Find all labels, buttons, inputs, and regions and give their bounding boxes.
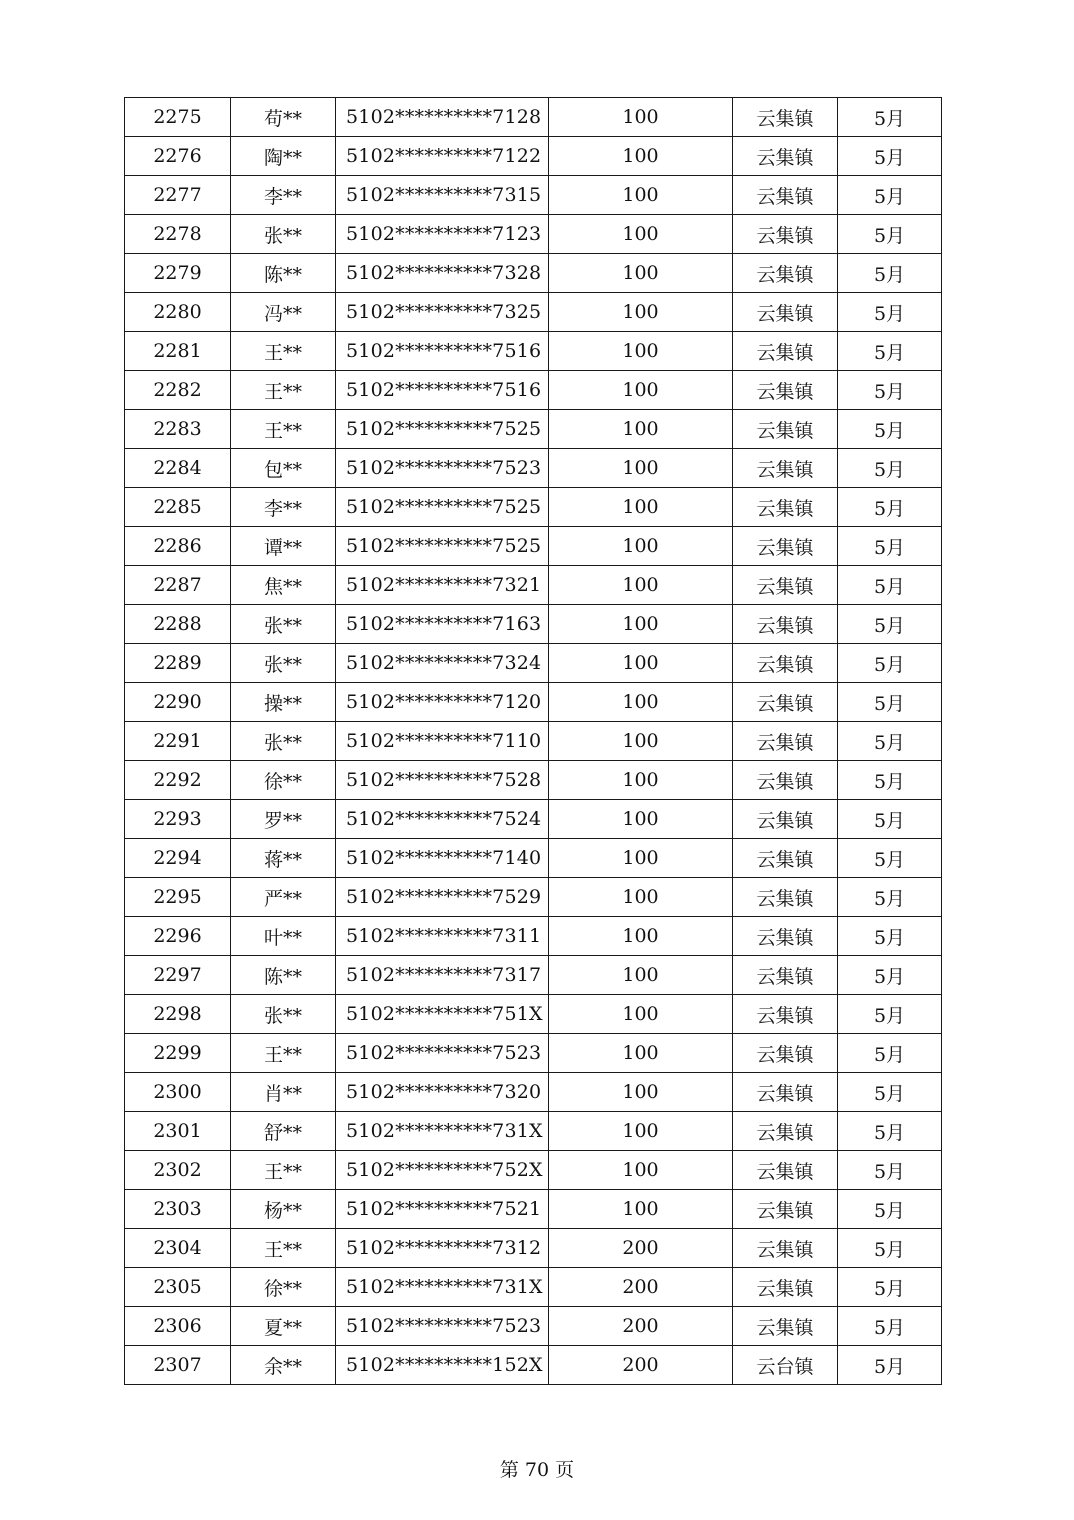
month-cell: 5月 [838, 566, 942, 605]
id-number-cell: 5102**********7525 [336, 527, 549, 566]
town-cell: 云集镇 [733, 917, 838, 956]
amount-cell: 100 [549, 956, 733, 995]
month-cell: 5月 [838, 761, 942, 800]
table-row [125, 371, 942, 410]
table-row [125, 683, 942, 722]
amount-cell: 100 [549, 254, 733, 293]
town-cell: 云集镇 [733, 371, 838, 410]
town-cell: 云集镇 [733, 410, 838, 449]
serial-number-cell: 2304 [125, 1229, 231, 1268]
table-row [125, 644, 942, 683]
name-cell: 苟** [231, 98, 336, 137]
name-cell: 王** [231, 410, 336, 449]
serial-number-cell: 2284 [125, 449, 231, 488]
amount-cell: 100 [549, 371, 733, 410]
month-cell: 5月 [838, 800, 942, 839]
amount-cell: 100 [549, 605, 733, 644]
month-cell: 5月 [838, 1034, 942, 1073]
town-cell: 云集镇 [733, 1190, 838, 1229]
id-number-cell: 5102**********7320 [336, 1073, 549, 1112]
amount-cell: 100 [549, 800, 733, 839]
amount-cell: 100 [549, 410, 733, 449]
month-cell: 5月 [838, 176, 942, 215]
town-cell: 云集镇 [733, 761, 838, 800]
serial-number-cell: 2286 [125, 527, 231, 566]
month-cell: 5月 [838, 722, 942, 761]
id-number-cell: 5102**********7516 [336, 332, 549, 371]
town-cell: 云集镇 [733, 176, 838, 215]
id-number-cell: 5102**********731X [336, 1112, 549, 1151]
month-cell: 5月 [838, 995, 942, 1034]
serial-number-cell: 2278 [125, 215, 231, 254]
name-cell: 李** [231, 176, 336, 215]
town-cell: 云集镇 [733, 1034, 838, 1073]
month-cell: 5月 [838, 644, 942, 683]
table-row [125, 1151, 942, 1190]
serial-number-cell: 2293 [125, 800, 231, 839]
town-cell: 云集镇 [733, 527, 838, 566]
month-cell: 5月 [838, 488, 942, 527]
month-cell: 5月 [838, 839, 942, 878]
month-cell: 5月 [838, 1073, 942, 1112]
serial-number-cell: 2280 [125, 293, 231, 332]
month-cell: 5月 [838, 878, 942, 917]
month-cell: 5月 [838, 98, 942, 137]
town-cell: 云集镇 [733, 293, 838, 332]
month-cell: 5月 [838, 1346, 942, 1385]
serial-number-cell: 2283 [125, 410, 231, 449]
name-cell: 张** [231, 605, 336, 644]
town-cell: 云集镇 [733, 1073, 838, 1112]
id-number-cell: 5102**********731X [336, 1268, 549, 1307]
amount-cell: 200 [549, 1346, 733, 1385]
town-cell: 云集镇 [733, 605, 838, 644]
month-cell: 5月 [838, 1151, 942, 1190]
subsidy-table [124, 97, 942, 1385]
amount-cell: 100 [549, 527, 733, 566]
serial-number-cell: 2291 [125, 722, 231, 761]
serial-number-cell: 2287 [125, 566, 231, 605]
month-cell: 5月 [838, 215, 942, 254]
id-number-cell: 5102**********7524 [336, 800, 549, 839]
name-cell: 陶** [231, 137, 336, 176]
town-cell: 云集镇 [733, 1307, 838, 1346]
town-cell: 云台镇 [733, 1346, 838, 1385]
table-row [125, 722, 942, 761]
amount-cell: 100 [549, 878, 733, 917]
name-cell: 李** [231, 488, 336, 527]
amount-cell: 100 [549, 449, 733, 488]
month-cell: 5月 [838, 137, 942, 176]
amount-cell: 100 [549, 1034, 733, 1073]
name-cell: 杨** [231, 1190, 336, 1229]
serial-number-cell: 2298 [125, 995, 231, 1034]
name-cell: 夏** [231, 1307, 336, 1346]
table-row [125, 527, 942, 566]
town-cell: 云集镇 [733, 683, 838, 722]
name-cell: 叶** [231, 917, 336, 956]
table-row [125, 215, 942, 254]
month-cell: 5月 [838, 605, 942, 644]
serial-number-cell: 2294 [125, 839, 231, 878]
month-cell: 5月 [838, 293, 942, 332]
town-cell: 云集镇 [733, 1229, 838, 1268]
serial-number-cell: 2288 [125, 605, 231, 644]
table-row [125, 254, 942, 293]
table-row [125, 332, 942, 371]
town-cell: 云集镇 [733, 215, 838, 254]
name-cell: 王** [231, 332, 336, 371]
table-row [125, 1229, 942, 1268]
serial-number-cell: 2296 [125, 917, 231, 956]
name-cell: 徐** [231, 761, 336, 800]
name-cell: 陈** [231, 254, 336, 293]
table-row [125, 566, 942, 605]
name-cell: 王** [231, 371, 336, 410]
serial-number-cell: 2276 [125, 137, 231, 176]
serial-number-cell: 2305 [125, 1268, 231, 1307]
name-cell: 张** [231, 215, 336, 254]
month-cell: 5月 [838, 1307, 942, 1346]
amount-cell: 100 [549, 917, 733, 956]
table-row [125, 839, 942, 878]
amount-cell: 100 [549, 839, 733, 878]
serial-number-cell: 2290 [125, 683, 231, 722]
amount-cell: 100 [549, 98, 733, 137]
id-number-cell: 5102**********7516 [336, 371, 549, 410]
amount-cell: 100 [549, 332, 733, 371]
table-row [125, 800, 942, 839]
serial-number-cell: 2303 [125, 1190, 231, 1229]
town-cell: 云集镇 [733, 839, 838, 878]
name-cell: 余** [231, 1346, 336, 1385]
serial-number-cell: 2275 [125, 98, 231, 137]
table-body [125, 98, 942, 1385]
amount-cell: 100 [549, 761, 733, 800]
amount-cell: 200 [549, 1229, 733, 1268]
amount-cell: 100 [549, 176, 733, 215]
table-row [125, 1346, 942, 1385]
amount-cell: 100 [549, 995, 733, 1034]
id-number-cell: 5102**********7328 [336, 254, 549, 293]
month-cell: 5月 [838, 410, 942, 449]
table-row [125, 410, 942, 449]
town-cell: 云集镇 [733, 332, 838, 371]
table-row [125, 1190, 942, 1229]
amount-cell: 100 [549, 1112, 733, 1151]
table-row [125, 1268, 942, 1307]
town-cell: 云集镇 [733, 956, 838, 995]
id-number-cell: 5102**********7321 [336, 566, 549, 605]
month-cell: 5月 [838, 1268, 942, 1307]
name-cell: 蒋** [231, 839, 336, 878]
id-number-cell: 5102**********7312 [336, 1229, 549, 1268]
amount-cell: 100 [549, 1073, 733, 1112]
serial-number-cell: 2279 [125, 254, 231, 293]
serial-number-cell: 2297 [125, 956, 231, 995]
id-number-cell: 5102**********7315 [336, 176, 549, 215]
town-cell: 云集镇 [733, 488, 838, 527]
name-cell: 肖** [231, 1073, 336, 1112]
id-number-cell: 5102**********7525 [336, 410, 549, 449]
id-number-cell: 5102**********7140 [336, 839, 549, 878]
id-number-cell: 5102**********7123 [336, 215, 549, 254]
month-cell: 5月 [838, 683, 942, 722]
name-cell: 冯** [231, 293, 336, 332]
month-cell: 5月 [838, 1112, 942, 1151]
id-number-cell: 5102**********7317 [336, 956, 549, 995]
table-row [125, 449, 942, 488]
serial-number-cell: 2306 [125, 1307, 231, 1346]
page-number: 第 70 页 [499, 1459, 575, 1481]
amount-cell: 100 [549, 683, 733, 722]
month-cell: 5月 [838, 956, 942, 995]
name-cell: 陈** [231, 956, 336, 995]
table-row [125, 98, 942, 137]
table-row [125, 137, 942, 176]
id-number-cell: 5102**********7128 [336, 98, 549, 137]
table-row [125, 1034, 942, 1073]
town-cell: 云集镇 [733, 722, 838, 761]
serial-number-cell: 2285 [125, 488, 231, 527]
name-cell: 张** [231, 722, 336, 761]
town-cell: 云集镇 [733, 98, 838, 137]
id-number-cell: 5102**********7523 [336, 449, 549, 488]
month-cell: 5月 [838, 254, 942, 293]
amount-cell: 100 [549, 137, 733, 176]
table-row [125, 956, 942, 995]
town-cell: 云集镇 [733, 1151, 838, 1190]
name-cell: 包** [231, 449, 336, 488]
town-cell: 云集镇 [733, 137, 838, 176]
serial-number-cell: 2289 [125, 644, 231, 683]
table-row [125, 761, 942, 800]
table-row [125, 293, 942, 332]
name-cell: 严** [231, 878, 336, 917]
amount-cell: 200 [549, 1307, 733, 1346]
table-row [125, 1073, 942, 1112]
town-cell: 云集镇 [733, 254, 838, 293]
town-cell: 云集镇 [733, 878, 838, 917]
id-number-cell: 5102**********7525 [336, 488, 549, 527]
table-row [125, 488, 942, 527]
name-cell: 罗** [231, 800, 336, 839]
serial-number-cell: 2281 [125, 332, 231, 371]
town-cell: 云集镇 [733, 1268, 838, 1307]
name-cell: 徐** [231, 1268, 336, 1307]
serial-number-cell: 2307 [125, 1346, 231, 1385]
amount-cell: 100 [549, 722, 733, 761]
month-cell: 5月 [838, 449, 942, 488]
town-cell: 云集镇 [733, 566, 838, 605]
month-cell: 5月 [838, 1190, 942, 1229]
id-number-cell: 5102**********7523 [336, 1307, 549, 1346]
id-number-cell: 5102**********751X [336, 995, 549, 1034]
id-number-cell: 5102**********7324 [336, 644, 549, 683]
amount-cell: 100 [549, 215, 733, 254]
name-cell: 王** [231, 1151, 336, 1190]
id-number-cell: 5102**********7325 [336, 293, 549, 332]
id-number-cell: 5102**********7311 [336, 917, 549, 956]
name-cell: 舒** [231, 1112, 336, 1151]
serial-number-cell: 2301 [125, 1112, 231, 1151]
amount-cell: 100 [549, 644, 733, 683]
amount-cell: 100 [549, 566, 733, 605]
month-cell: 5月 [838, 917, 942, 956]
id-number-cell: 5102**********752X [336, 1151, 549, 1190]
id-number-cell: 5102**********7529 [336, 878, 549, 917]
id-number-cell: 5102**********7110 [336, 722, 549, 761]
serial-number-cell: 2277 [125, 176, 231, 215]
id-number-cell: 5102**********7528 [336, 761, 549, 800]
table-row [125, 605, 942, 644]
id-number-cell: 5102**********7163 [336, 605, 549, 644]
id-number-cell: 5102**********152X [336, 1346, 549, 1385]
serial-number-cell: 2295 [125, 878, 231, 917]
town-cell: 云集镇 [733, 644, 838, 683]
id-number-cell: 5102**********7521 [336, 1190, 549, 1229]
town-cell: 云集镇 [733, 995, 838, 1034]
table-row [125, 917, 942, 956]
name-cell: 焦** [231, 566, 336, 605]
month-cell: 5月 [838, 527, 942, 566]
town-cell: 云集镇 [733, 800, 838, 839]
month-cell: 5月 [838, 1229, 942, 1268]
serial-number-cell: 2302 [125, 1151, 231, 1190]
amount-cell: 100 [549, 1151, 733, 1190]
id-number-cell: 5102**********7523 [336, 1034, 549, 1073]
serial-number-cell: 2300 [125, 1073, 231, 1112]
name-cell: 谭** [231, 527, 336, 566]
amount-cell: 200 [549, 1268, 733, 1307]
table-row [125, 176, 942, 215]
table-row [125, 995, 942, 1034]
amount-cell: 100 [549, 488, 733, 527]
table-row [125, 1112, 942, 1151]
name-cell: 张** [231, 644, 336, 683]
month-cell: 5月 [838, 371, 942, 410]
month-cell: 5月 [838, 332, 942, 371]
name-cell: 王** [231, 1229, 336, 1268]
id-number-cell: 5102**********7122 [336, 137, 549, 176]
table-row [125, 878, 942, 917]
serial-number-cell: 2292 [125, 761, 231, 800]
amount-cell: 100 [549, 1190, 733, 1229]
serial-number-cell: 2282 [125, 371, 231, 410]
amount-cell: 100 [549, 293, 733, 332]
town-cell: 云集镇 [733, 1112, 838, 1151]
table-row [125, 1307, 942, 1346]
name-cell: 张** [231, 995, 336, 1034]
town-cell: 云集镇 [733, 449, 838, 488]
id-number-cell: 5102**********7120 [336, 683, 549, 722]
name-cell: 王** [231, 1034, 336, 1073]
name-cell: 操** [231, 683, 336, 722]
serial-number-cell: 2299 [125, 1034, 231, 1073]
